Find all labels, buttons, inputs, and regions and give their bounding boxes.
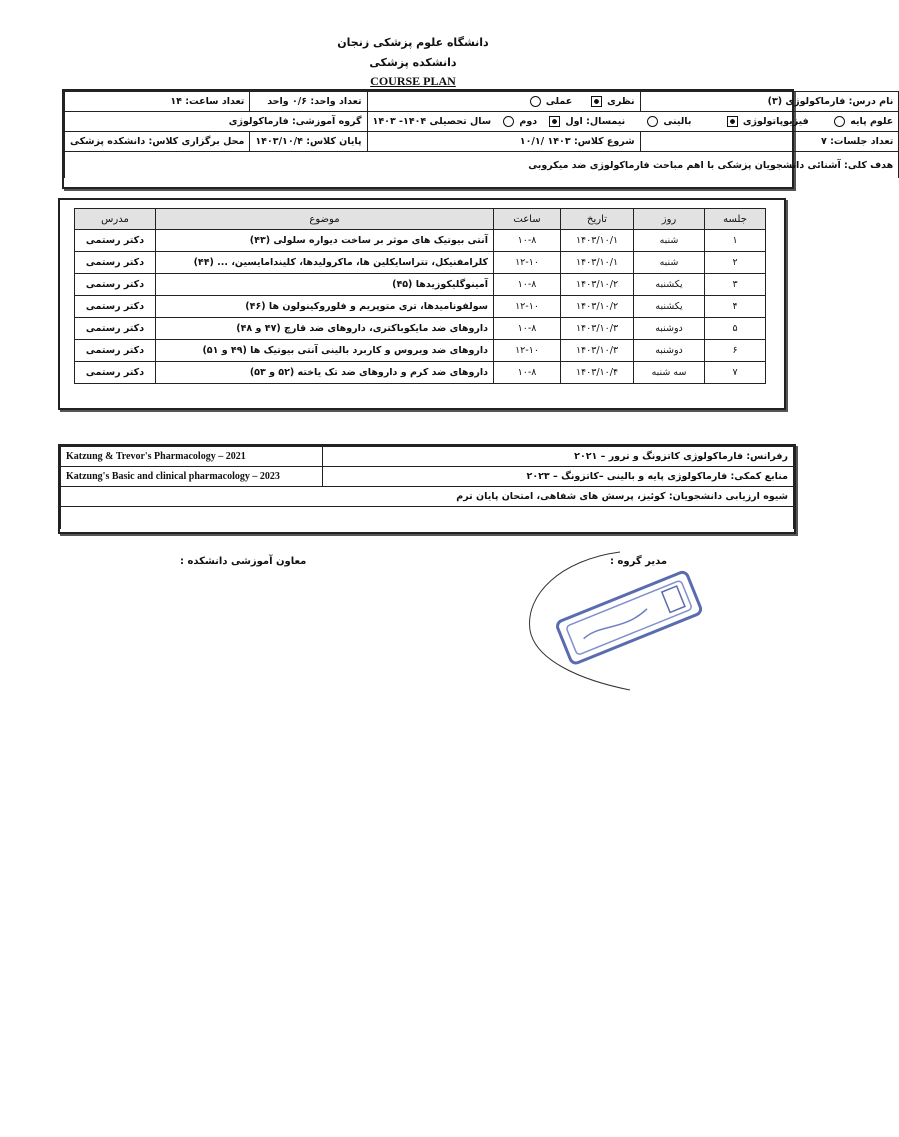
cell-date: ۱۴۰۳/۱۰/۱ bbox=[561, 230, 634, 252]
cell-session: ۴ bbox=[705, 296, 766, 318]
doc-title: COURSE PLAN bbox=[370, 74, 456, 88]
general-goal: هدف کلی: آشنائی دانشجویان پزشکی با اهم مباحث فارماکولوژی ضد میکروبی bbox=[65, 152, 899, 179]
cell-topic: سولفونامیدها، تری متوپریم و فلوروکینولون ها (۴۶) bbox=[156, 296, 494, 318]
table-row bbox=[75, 252, 766, 274]
cell-date: ۱۴۰۳/۱۰/۲ bbox=[561, 296, 634, 318]
cell-day: دوشنبه bbox=[634, 340, 705, 362]
cell-topic: داروهای ضد کرم و داروهای ضد تک یاخته (۵۲ و ۵۳) bbox=[156, 362, 494, 384]
table-row bbox=[75, 318, 766, 340]
cell-teacher: دکتر رستمی bbox=[75, 296, 156, 318]
schedule-box bbox=[58, 198, 786, 410]
references-box bbox=[58, 444, 796, 534]
aux-reference-en: Katzung's Basic and clinical pharmacology – 2023 bbox=[61, 467, 323, 487]
schedule-table bbox=[74, 208, 766, 384]
physiopathology-label: فیزیوپاتولوژی bbox=[742, 116, 809, 127]
faculty-name: دانشکده پزشکی bbox=[369, 56, 457, 69]
col-session: جلسه bbox=[705, 209, 766, 230]
table-row bbox=[75, 274, 766, 296]
course-name: نام درس: فارماکولوژی (۳) bbox=[640, 92, 899, 112]
type-theory-checkbox bbox=[591, 96, 602, 107]
col-teacher: مدرس bbox=[75, 209, 156, 230]
cell-topic: داروهای ضد ویروس و کاربرد بالینی آنتی بیوتیک ها (۴۹ و ۵۱) bbox=[156, 340, 494, 362]
cell-time: ۱۲-۱۰ bbox=[494, 296, 561, 318]
clinical-radio bbox=[647, 116, 658, 127]
hours: تعداد ساعت: ۱۴ bbox=[65, 92, 250, 112]
col-date: تاریخ bbox=[561, 209, 634, 230]
cell-time: ۱۲-۱۰ bbox=[494, 252, 561, 274]
class-venue: محل برگزاری کلاس: دانشکده پزشکی bbox=[65, 132, 250, 152]
type-practical-label: عملی bbox=[545, 96, 573, 107]
cell-day: شنبه bbox=[634, 252, 705, 274]
course-info-box bbox=[62, 89, 894, 189]
col-day: روز bbox=[634, 209, 705, 230]
academic-year: سال تحصیلی ۱۴۰۴- ۱۴۰۳ bbox=[372, 116, 492, 127]
cell-session: ۱ bbox=[705, 230, 766, 252]
cell-topic: آنتی بیوتیک های موثر بر ساخت دیواره سلولی (۴۳) bbox=[156, 230, 494, 252]
col-topic: موضوع bbox=[156, 209, 494, 230]
cell-session: ۲ bbox=[705, 252, 766, 274]
cell-day: دوشنبه bbox=[634, 318, 705, 340]
cell-date: ۱۴۰۳/۱۰/۲ bbox=[561, 274, 634, 296]
university-name: دانشگاه علوم پزشکی زنجان bbox=[337, 36, 489, 49]
cell-topic: داروهای ضد مایکوباکتری، داروهای ضد قارچ (۴۷ و ۴۸) bbox=[156, 318, 494, 340]
cell-time: ۱۲-۱۰ bbox=[494, 340, 561, 362]
col-time: ساعت bbox=[494, 209, 561, 230]
group-head-label: مدیر گروه : bbox=[610, 556, 668, 567]
cell-day: سه شنبه bbox=[634, 362, 705, 384]
cell-session: ۳ bbox=[705, 274, 766, 296]
department: گروه آموزشی: فارماکولوژی bbox=[65, 112, 368, 132]
main-reference: رفرانس: فارماکولوژی کاتزونگ و ترور – ۲۰۲۱ bbox=[323, 447, 794, 467]
cell-date: ۱۴۰۳/۱۰/۳ bbox=[561, 318, 634, 340]
semester-second-radio bbox=[503, 116, 514, 127]
table-row bbox=[75, 340, 766, 362]
main-reference-en: Katzung & Trevor's Pharmacology – 2021 bbox=[61, 447, 323, 467]
cell-time: ۱۰-۸ bbox=[494, 362, 561, 384]
evaluation-method: شیوه ارزیابی دانشجویان: کوئیز، پرسش های شفاهی، امتحان پایان ترم bbox=[61, 487, 794, 507]
cell-time: ۱۰-۸ bbox=[494, 230, 561, 252]
cell-date: ۱۴۰۳/۱۰/۴ bbox=[561, 362, 634, 384]
cell-session: ۶ bbox=[705, 340, 766, 362]
empty-row bbox=[61, 507, 794, 530]
cell-date: ۱۴۰۳/۱۰/۱ bbox=[561, 252, 634, 274]
course-category bbox=[367, 112, 899, 132]
class-end: پایان کلاس: ۱۴۰۳/۱۰/۴ bbox=[250, 132, 367, 152]
cell-teacher: دکتر رستمی bbox=[75, 252, 156, 274]
cell-session: ۵ bbox=[705, 318, 766, 340]
cell-day: شنبه bbox=[634, 230, 705, 252]
cell-teacher: دکتر رستمی bbox=[75, 274, 156, 296]
sessions-count: تعداد جلسات: ۷ bbox=[640, 132, 899, 152]
cell-day: یکشنبه bbox=[634, 274, 705, 296]
references-table bbox=[60, 446, 794, 529]
course-type bbox=[367, 92, 640, 112]
units: تعداد واحد: ۰/۶ واحد bbox=[250, 92, 367, 112]
cell-teacher: دکتر رستمی bbox=[75, 230, 156, 252]
cell-teacher: دکتر رستمی bbox=[75, 340, 156, 362]
course-info-table bbox=[64, 91, 899, 178]
type-practical-radio bbox=[530, 96, 541, 107]
deputy-label: معاون آموزشی دانشکده : bbox=[180, 556, 307, 567]
semester-second-label: دوم bbox=[519, 116, 538, 127]
table-row bbox=[75, 296, 766, 318]
clinical-label: بالینی bbox=[663, 116, 692, 127]
class-start: شروع کلاس: ۱۴۰۳ /۱۰/۱ bbox=[367, 132, 640, 152]
semester-first-label: نیمسال: اول bbox=[565, 116, 626, 127]
cell-teacher: دکتر رستمی bbox=[75, 362, 156, 384]
semester-first-checkbox bbox=[549, 116, 560, 127]
type-theory-label: نظری bbox=[607, 96, 635, 107]
cell-session: ۷ bbox=[705, 362, 766, 384]
physiopathology-checkbox bbox=[727, 116, 738, 127]
aux-reference: منابع کمکی: فارماکولوژی پایه و بالینی –کاتزونگ – ۲۰۲۳ bbox=[323, 467, 794, 487]
table-row bbox=[75, 362, 766, 384]
cell-day: یکشنبه bbox=[634, 296, 705, 318]
cell-topic: آمینوگلیکوزیدها (۴۵) bbox=[156, 274, 494, 296]
basic-sciences-label: علوم پایه bbox=[850, 116, 894, 127]
table-row bbox=[75, 230, 766, 252]
cell-time: ۱۰-۸ bbox=[494, 318, 561, 340]
cell-date: ۱۴۰۳/۱۰/۳ bbox=[561, 340, 634, 362]
cell-time: ۱۰-۸ bbox=[494, 274, 561, 296]
stamp-signature bbox=[520, 540, 710, 695]
basic-sciences-radio bbox=[834, 116, 845, 127]
schedule-header-row bbox=[75, 209, 766, 230]
stamp-mark bbox=[556, 571, 703, 665]
cell-topic: کلرامفنیکل، تتراسایکلین ها، ماکرولیدها، کلیندامایسین، ... (۴۴) bbox=[156, 252, 494, 274]
cell-teacher: دکتر رستمی bbox=[75, 318, 156, 340]
